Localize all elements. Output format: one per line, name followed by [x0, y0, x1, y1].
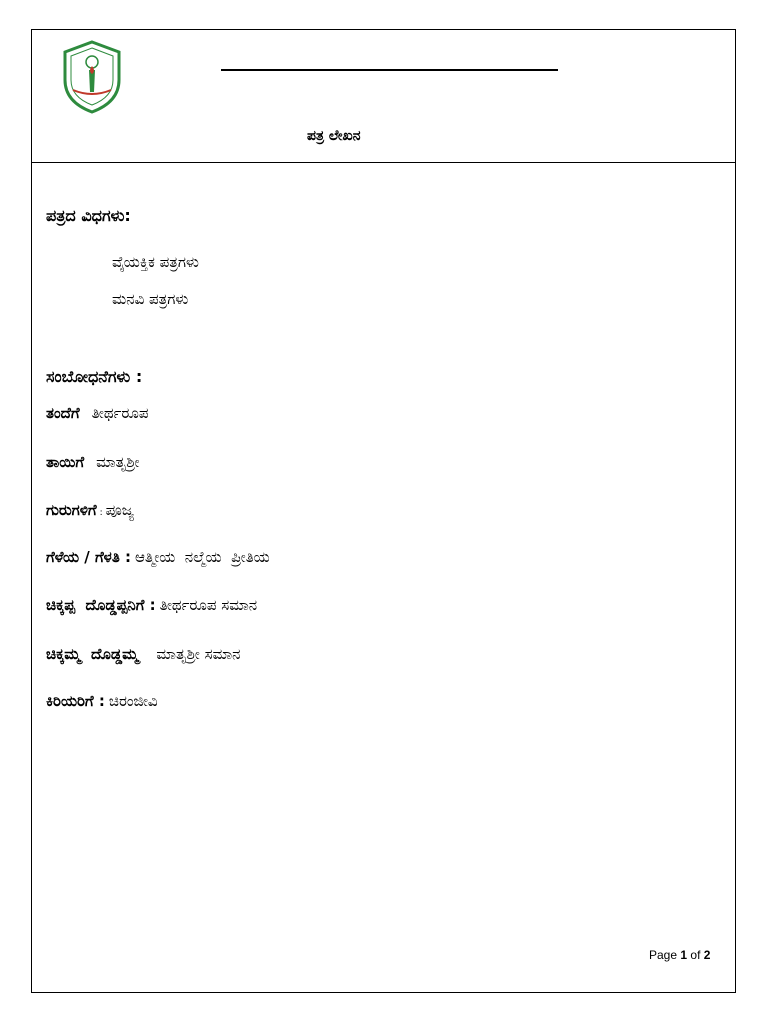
salutation-label: ತಾಯಿಗೆ: [46, 453, 85, 471]
letter-types-heading: ಪತ್ರದ ವಿಧಗಳು:: [46, 206, 131, 225]
salutation-row-aunt: [46, 645, 240, 663]
salutation-value: ಮಾತೃಶ್ರೀ: [96, 453, 140, 471]
letter-type-item: ಮನವಿ ಪತ್ರಗಳು: [112, 290, 189, 308]
salutation-label: ತಂದೆಗೆ: [46, 404, 80, 422]
salutation-row-uncle: [46, 596, 257, 614]
salutation-value: ಪೂಜ್ಯ: [105, 501, 134, 519]
page-frame: [31, 29, 736, 993]
salutation-separator: :: [99, 508, 103, 518]
school-crest-logo: [61, 40, 123, 114]
salutation-value: ಆತ್ಮೀಯ ನಲ್ಮೆಯ ಪ್ರೀತಿಯ: [135, 548, 270, 566]
document-title: ಪತ್ರ ಲೇಖನ: [307, 128, 361, 144]
salutation-label: ಗೆಳೆಯ / ಗೆಳತಿ :: [46, 548, 131, 566]
salutation-row-friend: [46, 548, 270, 566]
current-page: 1: [680, 948, 688, 962]
salutation-value: ಮಾತೃಶ್ರೀ ಸಮಾನ: [156, 645, 241, 663]
salutation-row-juniors: [46, 692, 158, 710]
salutation-row-mother: [46, 453, 140, 471]
total-pages: 2: [703, 948, 711, 962]
salutation-label: ಕಿರಿಯರಿಗೆ :: [46, 692, 105, 710]
salutation-row-father: [46, 404, 148, 422]
header-divider: [31, 162, 736, 163]
salutation-value: ತೀರ್ಥರೂಪ ಸಮಾನ: [159, 596, 258, 614]
salutation-label: ಗುರುಗಳಿಗೆ: [46, 501, 97, 519]
salutations-heading: ಸಂಬೋಧನೆಗಳು :: [46, 367, 143, 386]
title-rule: [221, 69, 558, 71]
salutation-label: ಚಿಕ್ಕಪ್ಪ ದೊಡ್ಡಪ್ಪನಿಗೆ :: [46, 596, 156, 614]
salutation-row-teacher: [46, 501, 134, 519]
salutation-value: ತೀರ್ಥರೂಪ: [91, 404, 149, 422]
salutation-value: ಚಿರಂಜೀವಿ: [108, 692, 158, 710]
letter-type-item: ವೈಯಕ್ತಿಕ ಪತ್ರಗಳು: [112, 253, 199, 271]
page-word: Page: [649, 948, 678, 962]
salutation-label: ಚಿಕ್ಕಮ್ಮ ದೊಡ್ಡಮ್ಮ: [46, 645, 139, 663]
of-word: of: [690, 948, 701, 962]
page-number: [649, 948, 710, 962]
